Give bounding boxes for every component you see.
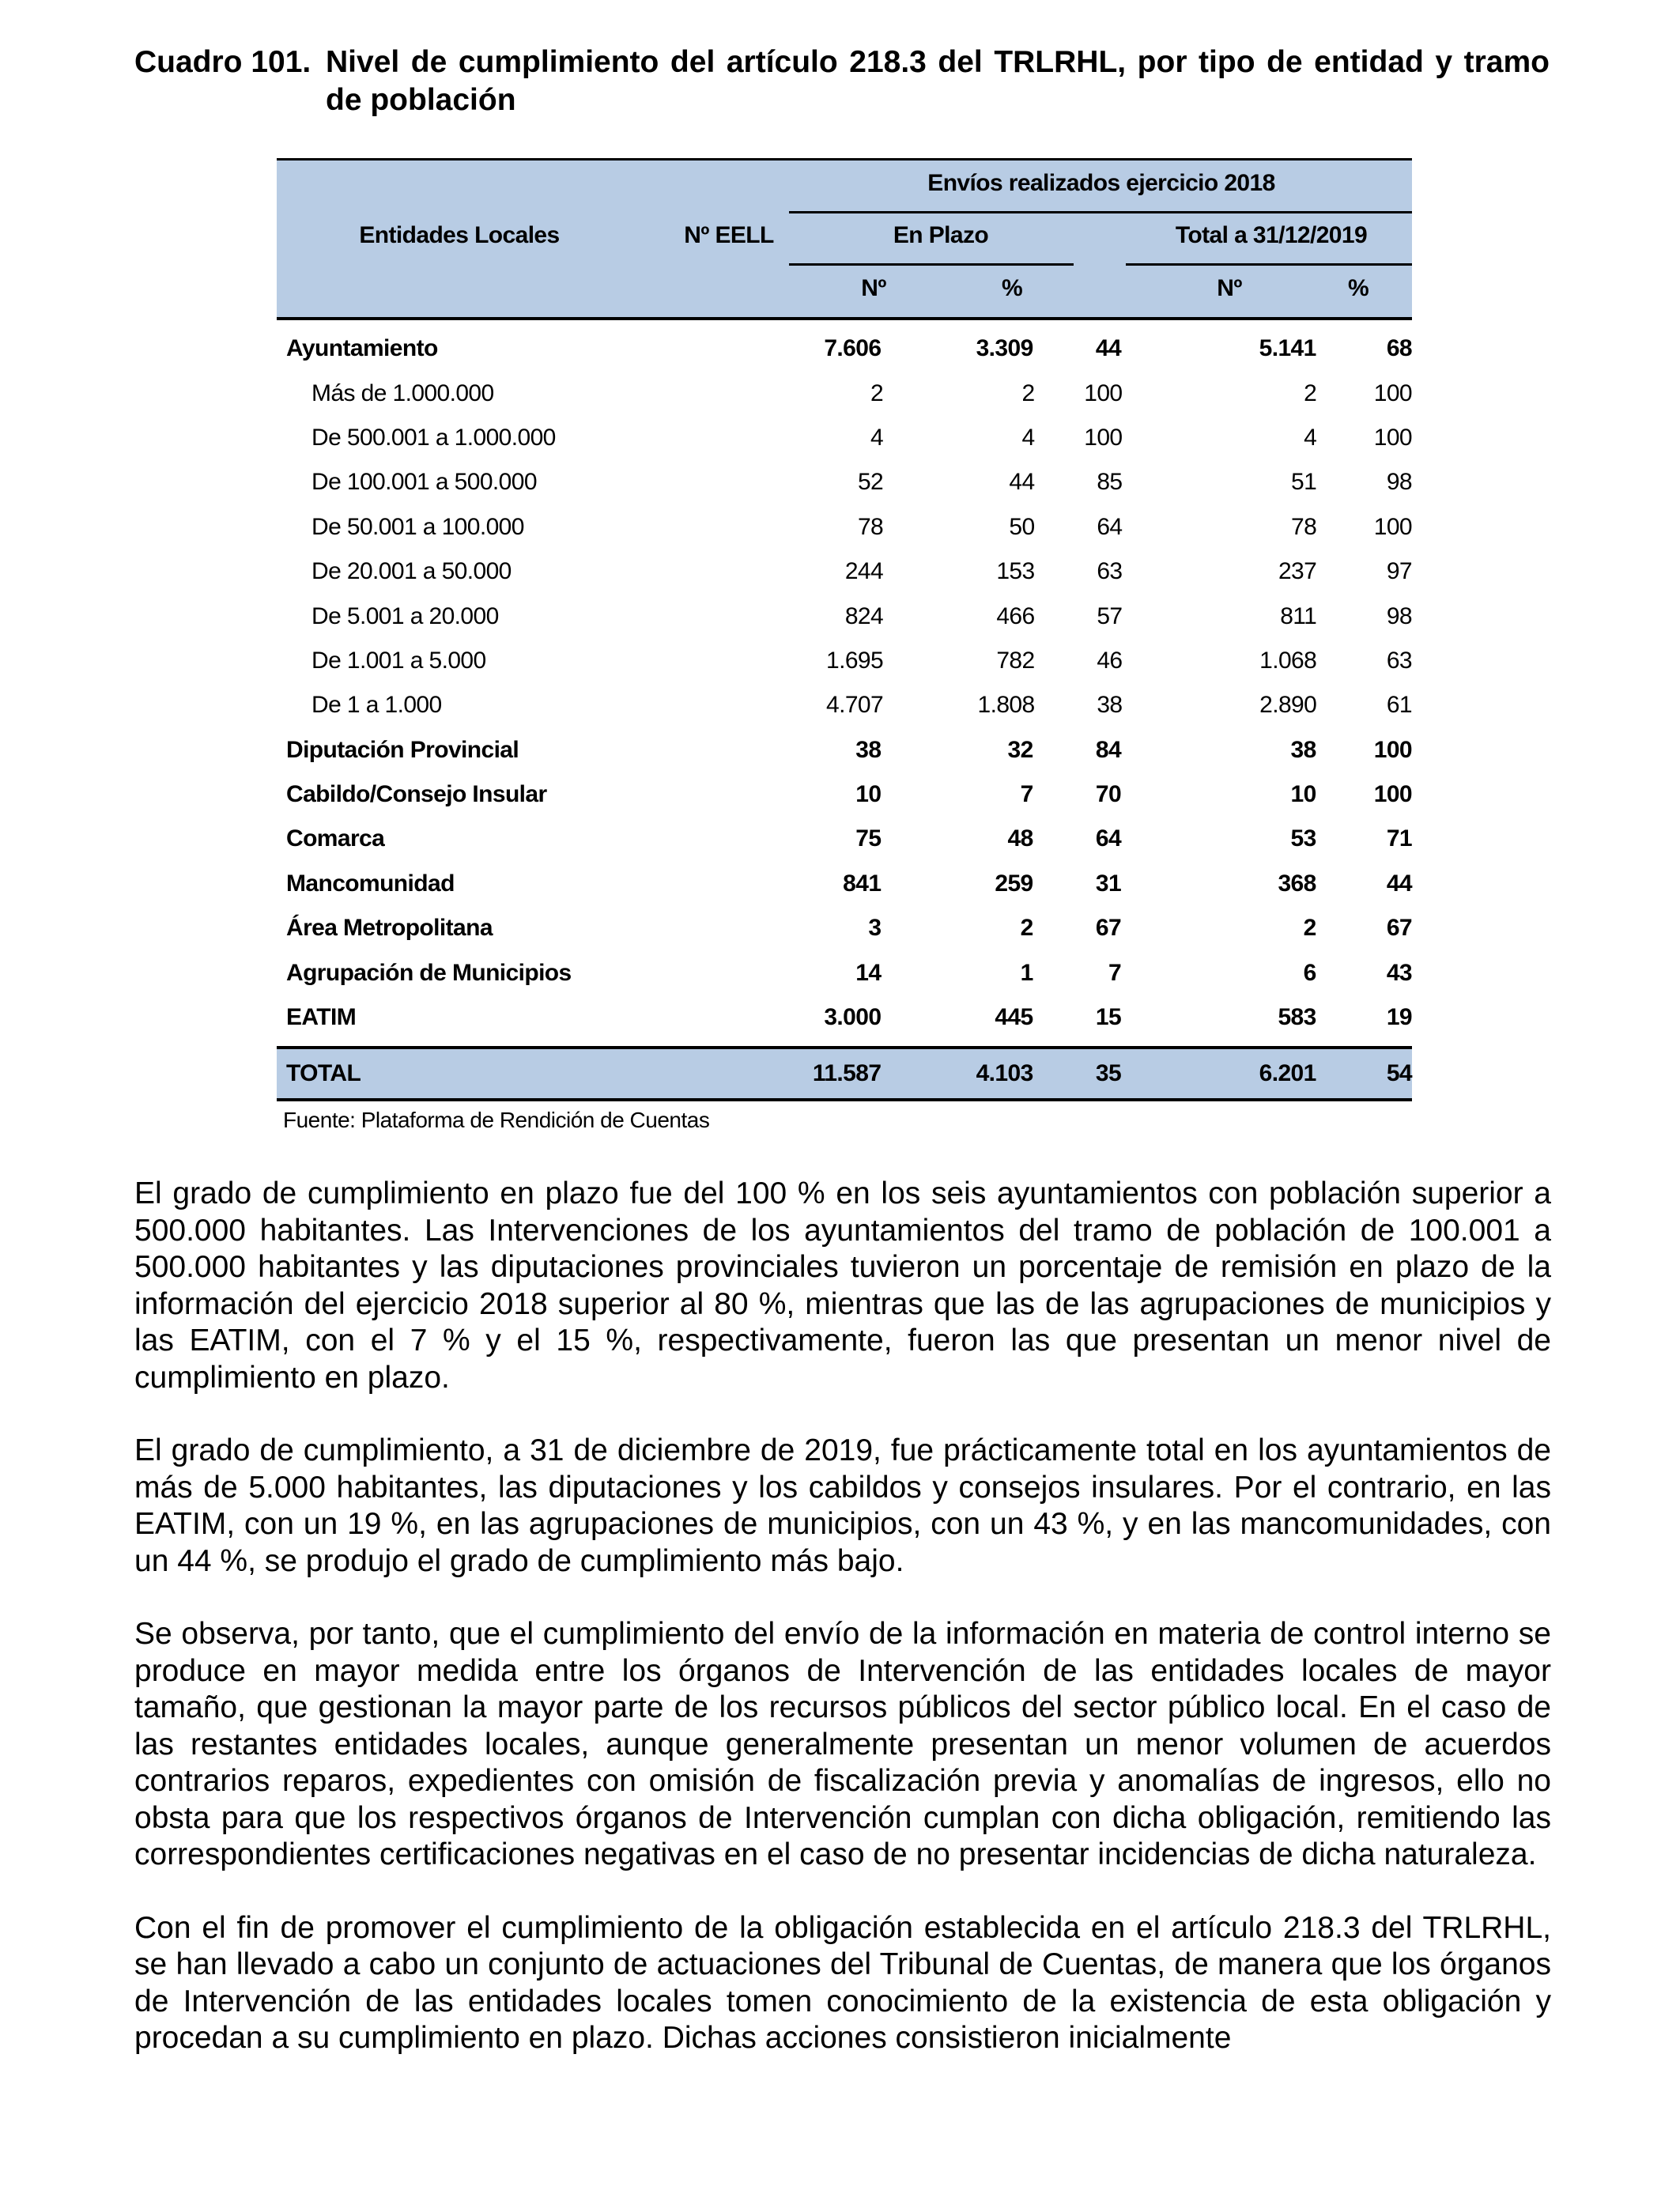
header-rule-total — [1126, 263, 1412, 266]
paragraph: El grado de cumplimiento en plazo fue del 100 % en los seis ayuntamientos con población superior a 500.000 habitantes. Las Intervenciones de los ayuntamientos del tramo de población de 100.001 a 500.000 habitantes y las diputaciones provinciales tuvieron un porcentaje de remisión en plazo de la información del ejercicio 2018 superior al 80 %, mientras que las de las agrupaciones de municipios y las EATIM, con el 7 % y el 15 %, respectivamente, fueron las que presentan un menor nivel de cumplimiento en plazo. — [134, 1176, 1551, 1395]
total-plazo-pct: 35 — [1095, 1060, 1122, 1087]
cell-total-n: 2 — [1303, 915, 1316, 942]
table-row-entity — [277, 862, 1412, 906]
cell-total-n: 4 — [1304, 424, 1317, 451]
cell-total-pct: 100 — [1373, 513, 1413, 540]
table-row-entity — [277, 728, 1412, 772]
cell-plazo-pct: 38 — [1097, 692, 1123, 719]
cell-eell: 4 — [870, 424, 884, 451]
cell-plazo-pct: 70 — [1095, 781, 1122, 808]
cell-total-n: 368 — [1278, 870, 1316, 897]
cell-plazo-n: 153 — [996, 558, 1035, 585]
table-row-bracket — [277, 594, 1412, 638]
cell-total-n: 5.141 — [1259, 335, 1316, 362]
cell-label: De 50.001 a 100.000 — [311, 513, 524, 540]
cell-total-pct: 61 — [1386, 692, 1413, 719]
cell-plazo-n: 44 — [1009, 469, 1035, 496]
cell-total-n: 237 — [1278, 558, 1317, 585]
cell-eell: 3.000 — [824, 1004, 882, 1031]
cell-total-pct: 68 — [1386, 335, 1412, 362]
header-n-eell: Nº EELL — [684, 222, 774, 248]
cell-eell: 52 — [857, 469, 884, 496]
cell-total-pct: 63 — [1386, 647, 1413, 674]
cell-total-pct: 98 — [1386, 469, 1413, 496]
cell-total-pct: 100 — [1373, 736, 1412, 763]
table-row-entity — [277, 995, 1412, 1040]
cell-label: Diputación Provincial — [286, 736, 519, 763]
cell-plazo-n: 445 — [995, 1004, 1033, 1031]
cell-eell: 1.695 — [826, 647, 884, 674]
table-caption — [134, 43, 1550, 119]
cell-plazo-pct: 100 — [1084, 380, 1123, 406]
cell-total-pct: 100 — [1373, 380, 1413, 406]
cell-eell: 38 — [855, 736, 882, 763]
cell-label: EATIM — [286, 1004, 357, 1031]
cell-plazo-n: 48 — [1007, 825, 1033, 852]
cell-plazo-n: 7 — [1020, 781, 1033, 808]
cell-eell: 10 — [855, 781, 882, 808]
table-row-bracket — [277, 460, 1412, 504]
total-total-pct: 54 — [1386, 1060, 1412, 1087]
table-row-bracket — [277, 505, 1412, 549]
total-label: TOTAL — [286, 1060, 361, 1087]
cell-plazo-pct: 46 — [1097, 647, 1123, 674]
cell-eell: 824 — [844, 602, 884, 629]
cell-total-n: 6 — [1303, 959, 1316, 986]
table-row-bracket — [277, 416, 1412, 460]
table-row-bracket — [277, 639, 1412, 683]
cell-plazo-pct: 31 — [1095, 870, 1122, 897]
cell-plazo-pct: 64 — [1097, 513, 1123, 540]
paragraph: El grado de cumplimiento, a 31 de diciembre de 2019, fue prácticamente total en los ayuntamientos de más de 5.000 habitantes, las diputaciones y los cabildos y consejos insulares. Por el contrario, en las EATIM, con un 19 %, en las agrupaciones de municipios, con un 43 %, y en las mancomunidades, con un 44 %, se produjo el grado de cumplimiento más bajo. — [134, 1433, 1551, 1578]
cell-plazo-n: 4 — [1021, 424, 1035, 451]
cell-plazo-n: 2 — [1021, 380, 1035, 406]
cell-eell: 841 — [843, 870, 882, 897]
table-row-entity — [277, 817, 1412, 861]
cell-label: Área Metropolitana — [286, 915, 493, 942]
cell-total-n: 583 — [1278, 1004, 1316, 1031]
table-row-entity — [277, 327, 1412, 371]
cell-eell: 2 — [870, 380, 884, 406]
cell-plazo-pct: 67 — [1095, 915, 1122, 942]
cell-label: De 100.001 a 500.000 — [311, 469, 537, 496]
compliance-table — [277, 158, 1412, 1133]
cell-plazo-n: 1.808 — [977, 692, 1035, 719]
caption-number: Cuadro 101. — [134, 45, 311, 79]
cell-plazo-n: 3.309 — [976, 335, 1033, 362]
table-row-bracket — [277, 683, 1412, 727]
paragraph: Se observa, por tanto, que el cumplimiento del envío de la información en materia de control interno se produce en mayor medida entre los órganos de Intervención de las entidades locales de mayor tamaño, que gestionan la mayor parte de los recursos públicos del sector público local. En el caso de las restantes entidades locales, aunque generalmente presentan un menor volumen de acuerdos contrarios reparos, expedientes con omisión de fiscalización previa y anomalías de ingresos, ello no obsta para que los respectivos órganos de Intervención cumplan con dicha obligación, remitiendo las correspondientes certificaciones negativas en el caso de no presentar incidencias de dicha naturaleza. — [134, 1617, 1551, 1871]
cell-total-pct: 44 — [1386, 870, 1412, 897]
header-rule-on-time — [789, 263, 1074, 266]
cell-total-pct: 19 — [1386, 1004, 1412, 1031]
caption-title: Nivel de cumplimiento del artículo 218.3 del TRLRHL, por tipo de entidad y tramo de población — [326, 45, 1550, 117]
table-source: Fuente: Plataforma de Rendición de Cuentas — [283, 1108, 710, 1133]
table-row-entity — [277, 772, 1412, 817]
cell-label: De 20.001 a 50.000 — [311, 558, 512, 585]
cell-eell: 78 — [857, 513, 884, 540]
header-on-time: En Plazo — [893, 222, 989, 248]
cell-total-n: 10 — [1290, 781, 1316, 808]
cell-eell: 75 — [855, 825, 882, 852]
cell-plazo-pct: 44 — [1095, 335, 1122, 362]
cell-plazo-pct: 57 — [1097, 602, 1123, 629]
total-total-n: 6.201 — [1259, 1060, 1316, 1087]
cell-plazo-pct: 15 — [1095, 1004, 1122, 1031]
cell-total-n: 38 — [1290, 736, 1316, 763]
cell-total-pct: 67 — [1386, 915, 1412, 942]
cell-label: De 1.001 a 5.000 — [311, 647, 486, 674]
cell-total-n: 51 — [1291, 469, 1317, 496]
cell-label: Ayuntamiento — [286, 335, 438, 362]
cell-plazo-n: 32 — [1007, 736, 1033, 763]
table-row-bracket — [277, 549, 1412, 594]
cell-total-pct: 43 — [1386, 959, 1412, 986]
cell-label: Mancomunidad — [286, 870, 455, 897]
cell-plazo-pct: 63 — [1097, 558, 1123, 585]
total-row — [277, 1046, 1412, 1101]
cell-plazo-n: 1 — [1020, 959, 1033, 986]
cell-label: De 5.001 a 20.000 — [311, 602, 499, 629]
cell-plazo-pct: 7 — [1108, 959, 1122, 986]
total-plazo-n: 4.103 — [976, 1060, 1033, 1087]
header-entities: Entidades Locales — [359, 222, 560, 248]
table-header — [277, 158, 1412, 320]
cell-plazo-n: 782 — [996, 647, 1035, 674]
cell-label: De 1 a 1.000 — [311, 692, 442, 719]
body-text — [134, 1176, 1551, 2094]
header-total: Total a 31/12/2019 — [1175, 222, 1368, 248]
table-body — [277, 320, 1412, 1040]
cell-label: Comarca — [286, 825, 385, 852]
cell-total-pct: 100 — [1373, 781, 1412, 808]
cell-plazo-pct: 84 — [1095, 736, 1122, 763]
cell-plazo-pct: 85 — [1097, 469, 1123, 496]
table-row-entity — [277, 950, 1412, 995]
cell-plazo-n: 259 — [995, 870, 1033, 897]
cell-plazo-pct: 100 — [1084, 424, 1123, 451]
cell-total-n: 1.068 — [1259, 647, 1317, 674]
table-row-bracket — [277, 371, 1412, 415]
cell-total-n: 53 — [1290, 825, 1316, 852]
cell-total-n: 2 — [1304, 380, 1317, 406]
table-row-entity — [277, 906, 1412, 950]
cell-total-pct: 100 — [1373, 424, 1413, 451]
header-rule — [789, 211, 1412, 213]
paragraph: Con el fin de promover el cumplimiento de la obligación establecida en el artículo 218.3 del TRLRHL, se han llevado a cabo un conjunto de actuaciones del Tribunal de Cuentas, de manera que los órganos de Intervención de las entidades locales tomen conocimiento de la existencia de esta obligación y procedan a su cumplimiento en plazo. Dichas acciones consistieron inicialmente — [134, 1910, 1551, 2055]
header-n-on-time: Nº — [861, 275, 886, 301]
header-group: Envíos realizados ejercicio 2018 — [927, 170, 1275, 196]
total-eell: 11.587 — [812, 1060, 882, 1087]
header-n-total: Nº — [1217, 275, 1242, 301]
cell-eell: 244 — [844, 558, 884, 585]
cell-plazo-pct: 64 — [1095, 825, 1122, 852]
cell-total-n: 811 — [1280, 602, 1317, 629]
cell-total-n: 2.890 — [1259, 692, 1317, 719]
cell-label: Más de 1.000.000 — [311, 380, 494, 406]
header-pct-on-time: % — [1001, 275, 1023, 301]
cell-total-n: 78 — [1291, 513, 1317, 540]
cell-plazo-n: 466 — [996, 602, 1035, 629]
cell-eell: 4.707 — [826, 692, 884, 719]
cell-label: Agrupación de Municipios — [286, 959, 572, 986]
cell-eell: 3 — [868, 915, 882, 942]
cell-total-pct: 71 — [1386, 825, 1412, 852]
cell-eell: 7.606 — [824, 335, 882, 362]
cell-total-pct: 98 — [1386, 602, 1413, 629]
header-pct-total: % — [1347, 275, 1369, 301]
cell-label: De 500.001 a 1.000.000 — [311, 424, 556, 451]
cell-total-pct: 97 — [1386, 558, 1413, 585]
cell-plazo-n: 50 — [1009, 513, 1035, 540]
cell-plazo-n: 2 — [1020, 915, 1033, 942]
cell-label: Cabildo/Consejo Insular — [286, 781, 547, 808]
cell-eell: 14 — [855, 959, 882, 986]
